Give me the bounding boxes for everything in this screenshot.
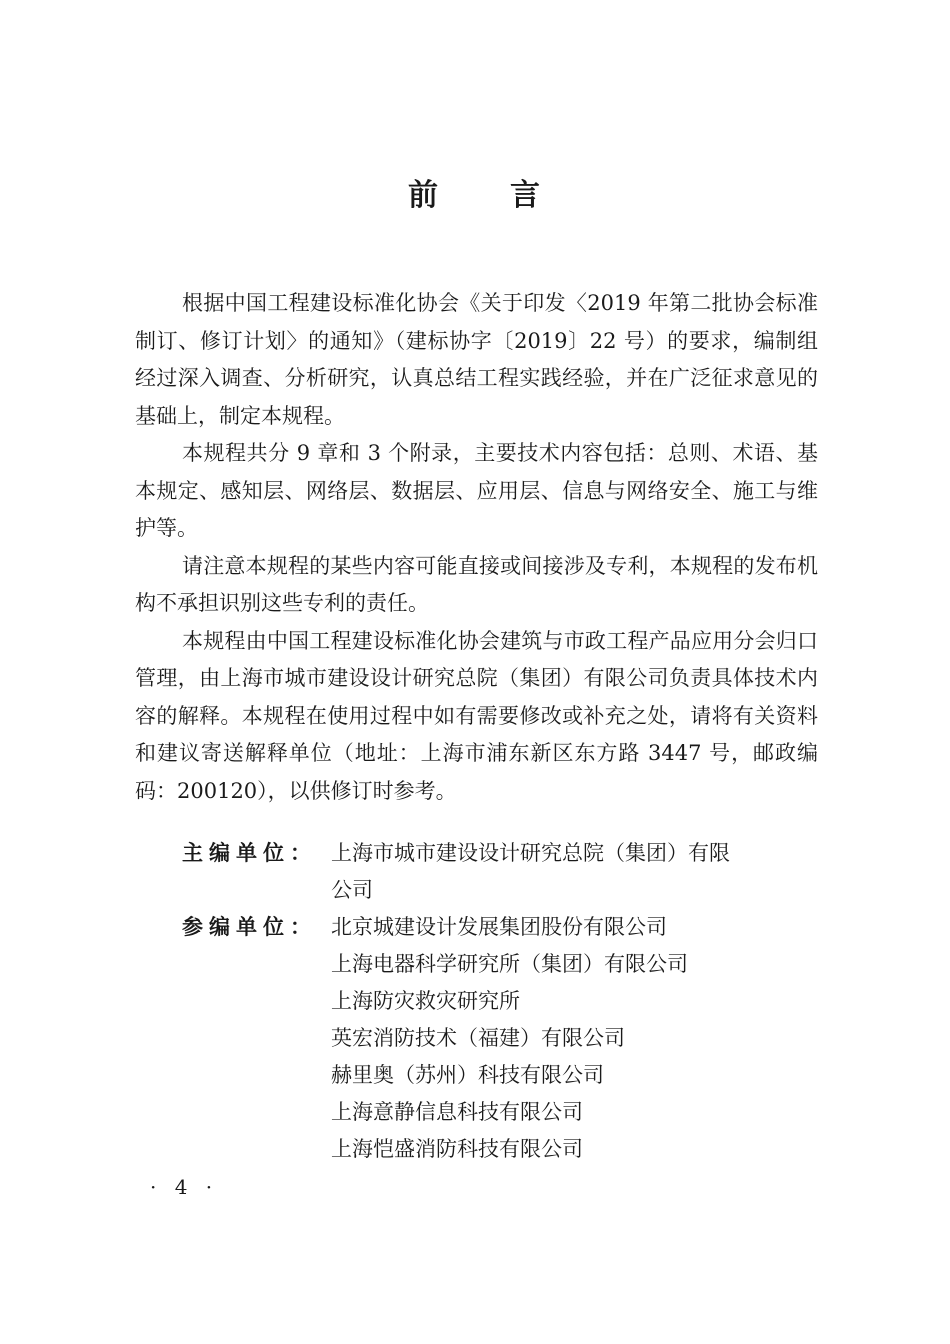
chief-unit-label: 主编单位： [182,841,317,865]
chief-unit-line: 公司 [331,878,373,902]
participating-unit: 英宏消防技术（福建）有限公司 [331,1026,625,1050]
paragraph: 根据中国工程建设标准化协会《关于印发〈2019 年第二批协会标准制订、修订计划〉的通知》（建标协字〔2019〕22 号）的要求，编制组经过深入调查、分析研究，认真总结工程实践经验，并在广泛征求意见的基础上，制定本规程。 [135,291,818,428]
preface-body [135,285,818,810]
chief-unit-values [331,835,818,909]
page-number: · 4 · [150,1175,219,1199]
paragraph: 本规程共分 9 章和 3 个附录，主要技术内容包括：总则、术语、基本规定、感知层、网络层、数据层、应用层、信息与网络安全、施工与维护等。 [135,441,818,540]
participating-unit: 上海防灾救灾研究所 [331,989,520,1013]
participating-unit: 北京城建设计发展集团股份有限公司 [331,915,667,939]
participating-unit-row [135,909,818,1168]
title-char: 言 [510,178,542,213]
participating-unit: 赫里奥（苏州）科技有限公司 [331,1063,604,1087]
chief-unit-row [135,835,818,909]
page-title [0,170,950,214]
participating-unit: 上海恺盛消防科技有限公司 [331,1137,583,1161]
participating-unit: 上海意静信息科技有限公司 [331,1100,583,1124]
chief-unit-line: 上海市城市建设设计研究总院（集团）有限 [331,841,730,865]
title-char: 前 [408,178,440,213]
units-section [135,835,818,1168]
participating-unit-values [331,909,818,1168]
paragraph: 本规程由中国工程建设标准化协会建筑与市政工程产品应用分会归口管理，由上海市城市建设设计研究总院（集团）有限公司负责具体技术内容的解释。本规程在使用过程中如有需要修改或补充之处，请将有关资料和建议寄送解释单位（地址：上海市浦东新区东方路 3447 号，邮政编码：200120），以供修订时参考。 [135,628,818,803]
participating-unit-label: 参编单位： [182,915,317,939]
participating-unit: 上海电器科学研究所（集团）有限公司 [331,952,688,976]
paragraph: 请注意本规程的某些内容可能直接或间接涉及专利，本规程的发布机构不承担识别这些专利的责任。 [135,553,818,615]
